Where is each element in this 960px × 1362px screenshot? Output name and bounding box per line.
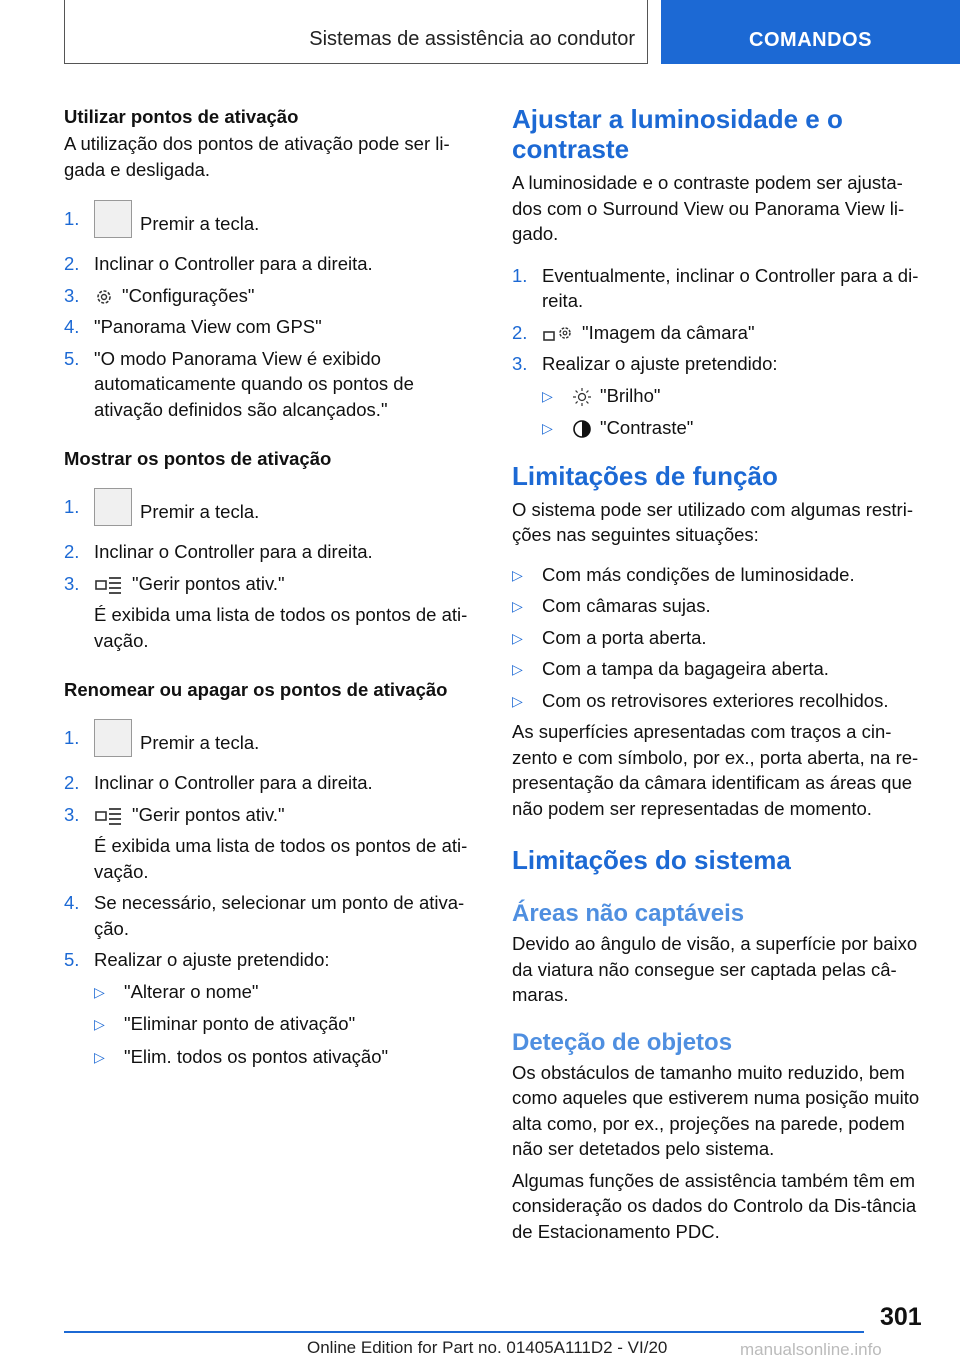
option-item: ▷ "Alterar o nome": [94, 979, 480, 1005]
list-item: ▷ Com os retrovisores exteriores recolhidos.: [512, 688, 928, 714]
step-note: É exibida uma lista de todos os pontos de ati-vação.: [94, 835, 468, 882]
triangle-bullet-icon: ▷: [512, 661, 523, 677]
watermark-text: manualsonline.info: [740, 1340, 882, 1359]
step: 2. Inclinar o Controller para a direita.: [64, 772, 373, 793]
section-title-show-points: Mostrar os pontos de ativação: [64, 448, 332, 469]
limits-list: [512, 562, 928, 714]
section-intro-brightness: A luminosidade e o contraste podem ser ajusta-dos com o Surround View ou Panorama View li-gado.: [512, 172, 905, 244]
header-chapter-label: COMANDOS: [749, 29, 872, 51]
list-item: ▷ Com a tampa da bagageira aberta.: [512, 656, 928, 682]
right-column: [512, 104, 928, 1244]
subsection-title-detection: Deteção de objetos: [512, 1028, 733, 1056]
triangle-bullet-icon: ▷: [512, 598, 523, 614]
section-intro-function-limits: O sistema pode ser utilizado com algumas restri-ções nas seguintes situações:: [512, 498, 913, 545]
camera-button-icon: [94, 719, 132, 757]
header-section-box: [64, 0, 648, 64]
section-title-rename-points: Renomear ou apagar os pontos de ativação: [64, 679, 448, 700]
step: 4. "Panorama View com GPS": [64, 316, 322, 337]
subsection-text-detection-1: Os obstáculos de tamanho muito reduzido, bem como aqueles que estiverem numa posição muito alta como, por ex., projeções na parede, podem não ser detetados pelo sistema.: [512, 1061, 920, 1159]
step: 4. Se necessário, selecionar um ponto de ativa-ção.: [64, 892, 465, 939]
steps-rename-points: [64, 725, 480, 1069]
left-column: [64, 104, 480, 1069]
camera-settings-icon: [542, 324, 574, 344]
step: 5. "O modo Panorama View é exibido automaticamente quando os pontos de ativação definidos são alcançados.": [64, 347, 414, 420]
section-intro-use-points: A utilização dos pontos de ativação pode ser li-gada e desligada.: [64, 133, 450, 180]
list-item: ▷ Com más condições de luminosidade.: [512, 562, 928, 588]
subsection-text-areas: Devido ao ângulo de visão, a superfície por baixo da viatura não consegue ser captada pelas câ-maras.: [512, 933, 918, 1005]
list-item: ▷ Com a porta aberta.: [512, 625, 928, 651]
camera-list-icon: [94, 575, 124, 595]
step: 1. Premir a tecla.: [64, 494, 480, 532]
triangle-bullet-icon: ▷: [94, 983, 105, 1000]
step: 2. Inclinar o Controller para a direita.: [64, 253, 373, 274]
triangle-bullet-icon: ▷: [542, 420, 553, 436]
contrast-icon: [572, 419, 592, 439]
page-number: 301: [880, 1303, 922, 1331]
step: 5. Realizar o ajuste pretendido: ▷ "Alterar o nome" ▷ "Eliminar ponto de ativação" ▷ "Elim. todos os pontos ativação": [64, 947, 480, 1069]
section-title-brightness: Ajustar a luminosidade e o contraste: [512, 104, 843, 164]
option-item: ▷ "Elim. todos os pontos ativação": [94, 1044, 480, 1070]
camera-button-icon: [94, 488, 132, 526]
step: 1. Eventualmente, inclinar o Controller para a di-reita.: [512, 264, 919, 311]
triangle-bullet-icon: ▷: [512, 566, 523, 583]
step: 3. "Gerir pontos ativ." É exibida uma lista de todos os pontos de ati-vação.: [64, 802, 480, 885]
step-note: É exibida uma lista de todos os pontos de ati-vação.: [94, 604, 468, 651]
header-chapter-tab[interactable]: [661, 0, 960, 64]
steps-use-points: [64, 206, 480, 422]
footer-edition: Online Edition for Part no. 01405A111D2 - VI/20: [307, 1338, 668, 1357]
step: 1. Premir a tecla.: [64, 725, 480, 763]
gear-icon: [94, 287, 114, 307]
option-item: ▷ "Brilho": [542, 383, 928, 409]
triangle-bullet-icon: ▷: [512, 692, 523, 709]
camera-button-icon: [94, 200, 132, 238]
step: 2. "Imagem da câmara": [512, 321, 755, 343]
triangle-bullet-icon: ▷: [94, 1016, 105, 1032]
step: 2. Inclinar o Controller para a direita.: [64, 541, 373, 562]
option-item: ▷ "Eliminar ponto de ativação": [94, 1011, 480, 1037]
brightness-icon: [572, 387, 592, 407]
footer-divider: [64, 1331, 864, 1333]
triangle-bullet-icon: ▷: [542, 387, 553, 404]
limits-note: As superfícies apresentadas com traços a cin-zento e com símbolo, por ex., porta aberta, na re-presentação da câmara identificam as áreas que não podem ser representadas de momento.: [512, 721, 919, 819]
step: 3. "Gerir pontos ativ." É exibida uma lista de todos os pontos de ati-vação.: [64, 571, 480, 654]
option-list: [542, 383, 928, 441]
triangle-bullet-icon: ▷: [512, 629, 523, 646]
option-item: ▷ "Contraste": [542, 415, 928, 441]
section-title-function-limits: Limitações de função: [512, 460, 778, 491]
camera-list-icon: [94, 806, 124, 826]
section-title-use-points: Utilizar pontos de ativação: [64, 106, 299, 127]
step: 1. Premir a tecla.: [64, 206, 480, 244]
subsection-text-detection-2: Algumas funções de assistência também têm em consideração os dados do Controlo da Dis-tância de Estacionamento PDC.: [512, 1169, 917, 1242]
steps-brightness: [512, 263, 928, 441]
option-list: [94, 979, 480, 1070]
list-item: ▷ Com câmaras sujas.: [512, 593, 928, 619]
triangle-bullet-icon: ▷: [94, 1048, 105, 1065]
section-title-system-limits: Limitações do sistema: [512, 845, 791, 875]
subsection-title-areas: Áreas não captáveis: [512, 900, 745, 927]
steps-show-points: [64, 494, 480, 653]
step: 3. "Configurações": [64, 284, 255, 306]
step: 3. Realizar o ajuste pretendido: ▷ "Brilho" ▷ "Contraste": [512, 351, 928, 441]
header-section-title: Sistemas de assistência ao condutor: [309, 28, 635, 50]
